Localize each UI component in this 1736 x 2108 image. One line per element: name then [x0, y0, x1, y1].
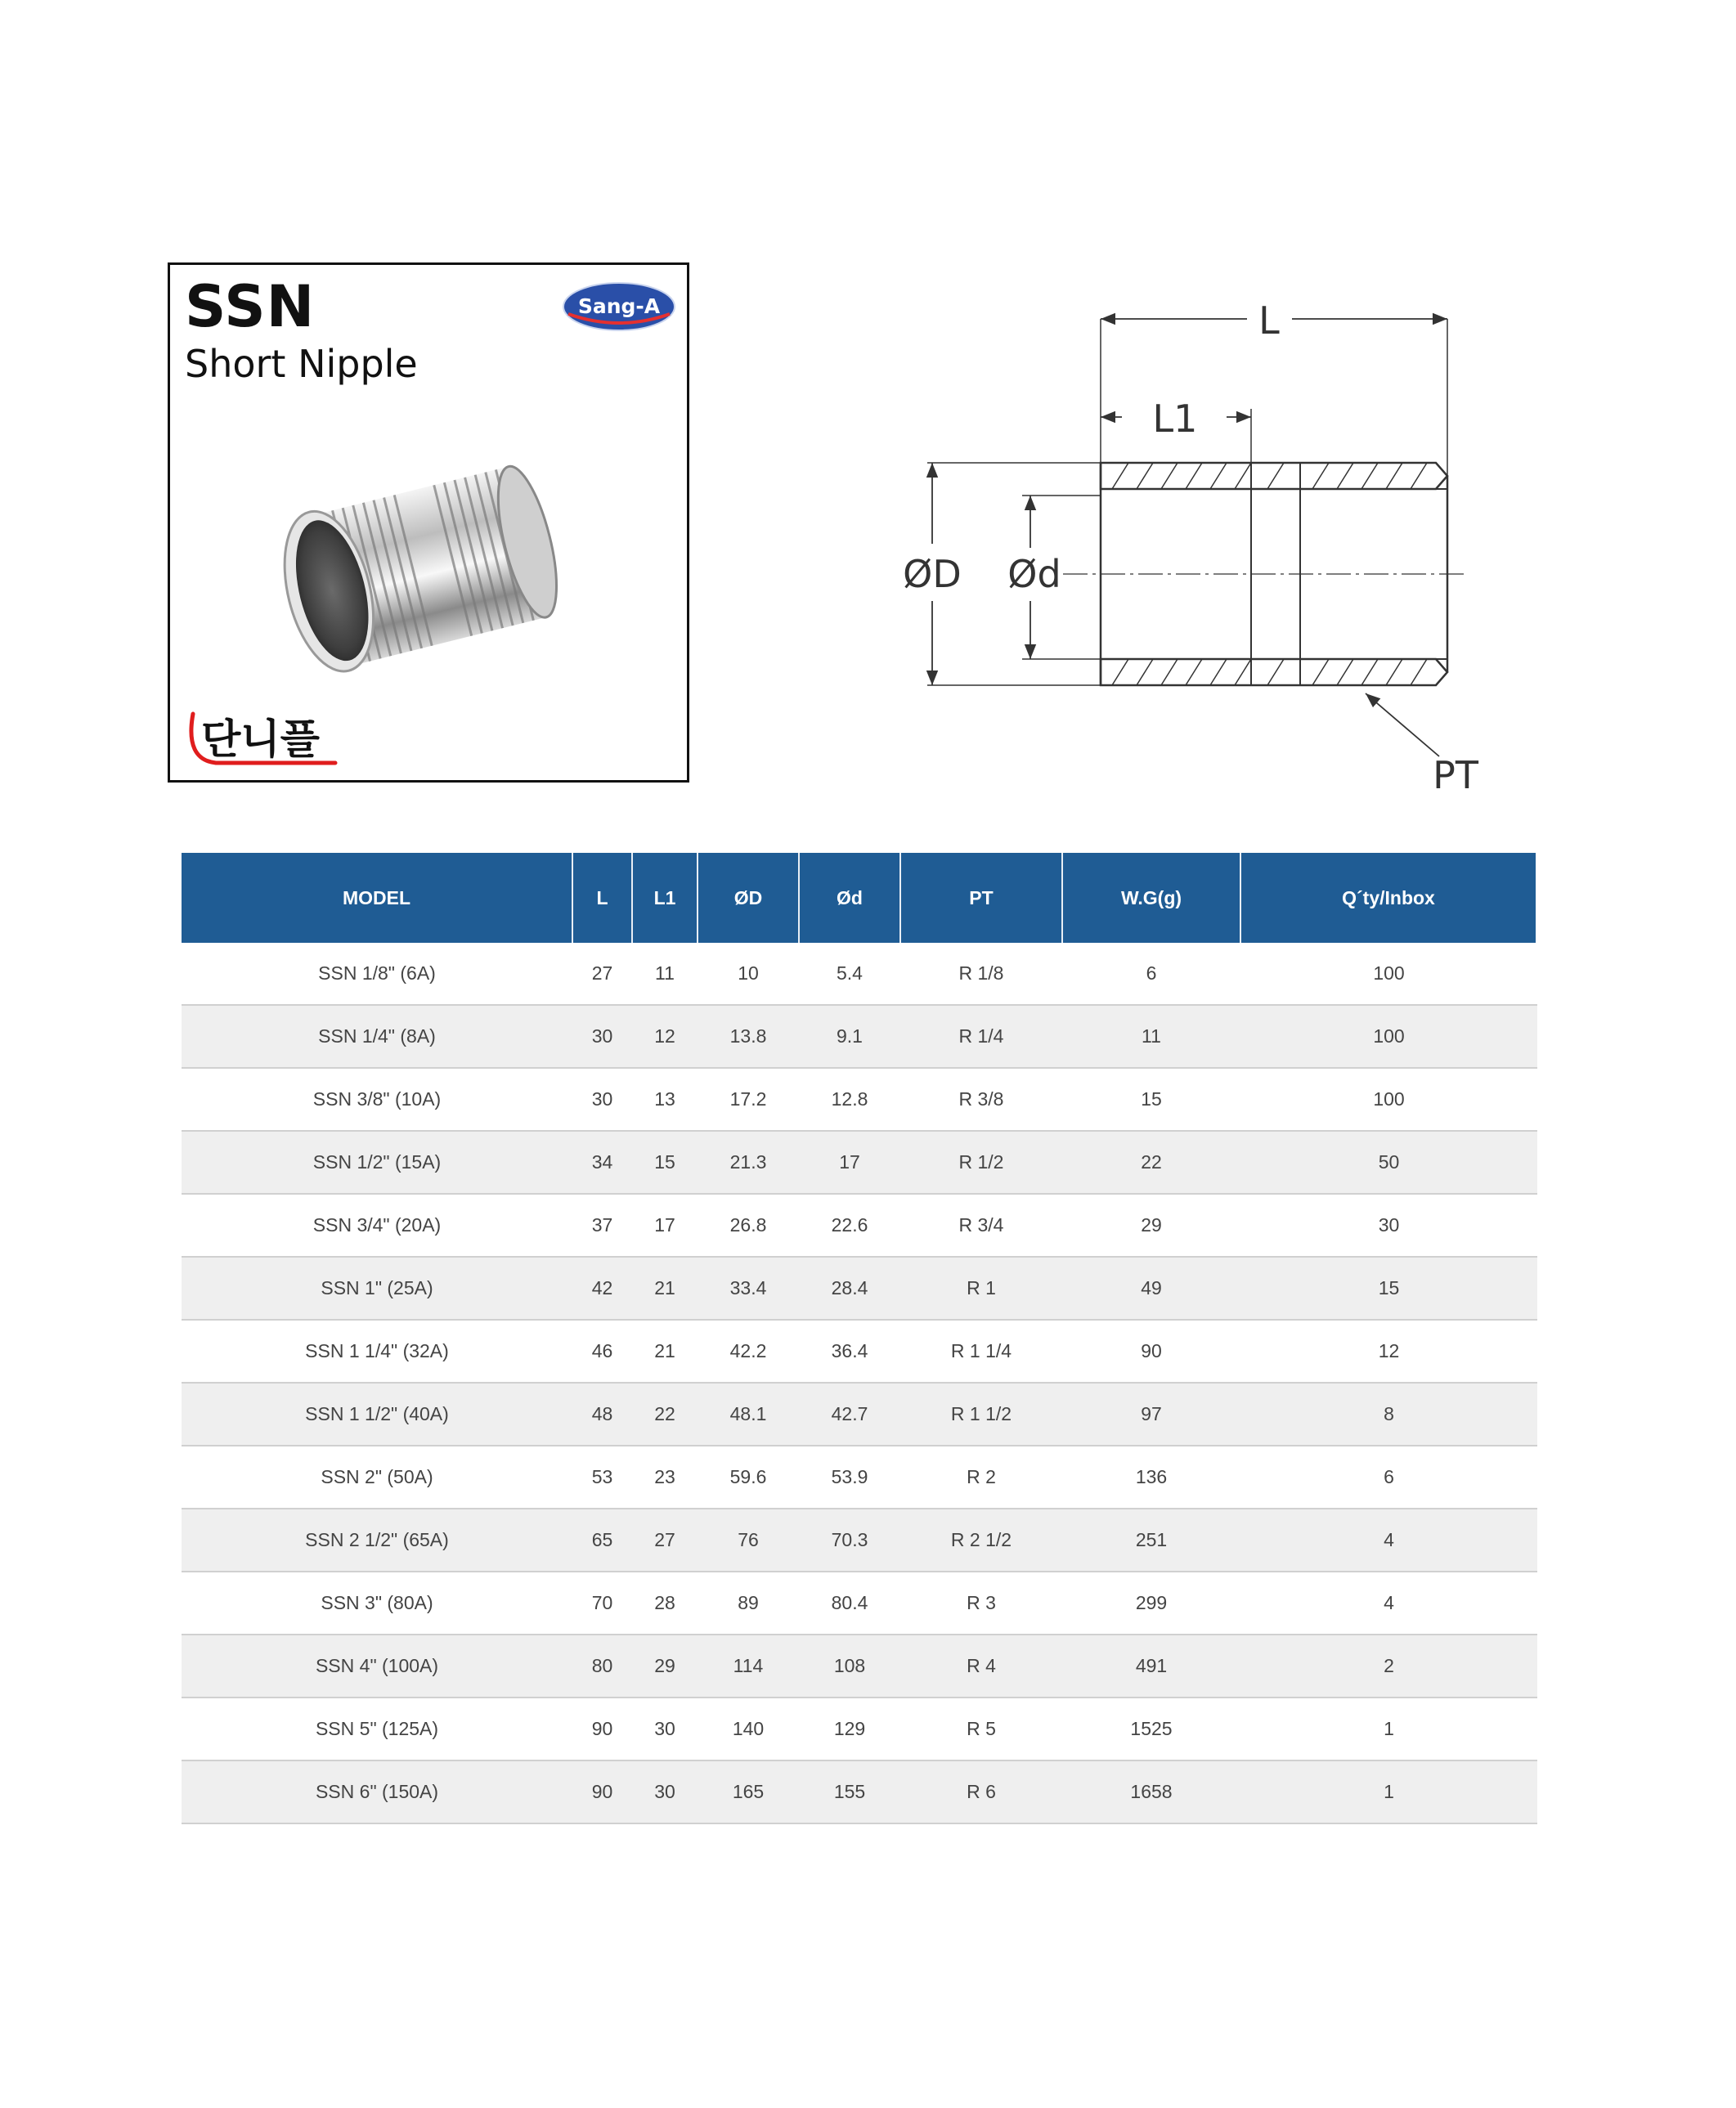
table-cell: 13: [632, 1068, 698, 1131]
table-cell: 27: [572, 943, 632, 1005]
table-cell: R 2: [900, 1446, 1062, 1509]
table-cell: 53.9: [799, 1446, 900, 1509]
table-cell: 140: [698, 1698, 799, 1760]
table-cell: 34: [572, 1131, 632, 1194]
table-cell: 90: [1062, 1320, 1240, 1383]
table-cell: 22: [1062, 1131, 1240, 1194]
column-header: Q´ty/Inbox: [1240, 853, 1537, 943]
table-cell: SSN 2" (50A): [182, 1446, 572, 1509]
product-name: Short Nipple: [185, 342, 418, 386]
table-cell: 49: [1062, 1257, 1240, 1320]
table-cell: 10: [698, 943, 799, 1005]
table-cell: SSN 3" (80A): [182, 1572, 572, 1635]
table-cell: 30: [1240, 1194, 1537, 1257]
dimension-diagram: [883, 278, 1488, 801]
table-cell: 28: [632, 1572, 698, 1635]
logo-text: Sang-A: [577, 294, 661, 318]
table-cell: 97: [1062, 1383, 1240, 1446]
table-row: [182, 1194, 1537, 1257]
table-cell: R 3/4: [900, 1194, 1062, 1257]
table-row: [182, 1320, 1537, 1383]
table-cell: R 1/8: [900, 943, 1062, 1005]
table-cell: 17.2: [698, 1068, 799, 1131]
table-cell: R 5: [900, 1698, 1062, 1760]
table-cell: 491: [1062, 1635, 1240, 1698]
table-cell: SSN 1/8" (6A): [182, 943, 572, 1005]
table-cell: SSN 3/8" (10A): [182, 1068, 572, 1131]
product-korean-name: 단니플: [201, 715, 320, 763]
table-cell: SSN 1/4" (8A): [182, 1005, 572, 1068]
table-cell: 1: [1240, 1698, 1537, 1760]
table-cell: SSN 1 1/2" (40A): [182, 1383, 572, 1446]
table-cell: 6: [1240, 1446, 1537, 1509]
table-row: [182, 1509, 1537, 1572]
table-row: [182, 1131, 1537, 1194]
table-cell: 6: [1062, 943, 1240, 1005]
table-cell: 155: [799, 1760, 900, 1823]
table-row: [182, 1068, 1537, 1131]
table-cell: 30: [572, 1068, 632, 1131]
table-cell: 17: [632, 1194, 698, 1257]
table-cell: 21: [632, 1257, 698, 1320]
column-header: W.G(g): [1062, 853, 1240, 943]
table-cell: 5.4: [799, 943, 900, 1005]
table-cell: 17: [799, 1131, 900, 1194]
table-cell: 80.4: [799, 1572, 900, 1635]
table-cell: 21.3: [698, 1131, 799, 1194]
table-cell: 30: [632, 1760, 698, 1823]
table-row: [182, 1572, 1537, 1635]
table-cell: 100: [1240, 943, 1537, 1005]
table-row: [182, 1383, 1537, 1446]
table-cell: SSN 6" (150A): [182, 1760, 572, 1823]
table-cell: 33.4: [698, 1257, 799, 1320]
table-row: [182, 1257, 1537, 1320]
table-cell: 11: [1062, 1005, 1240, 1068]
table-cell: 42.7: [799, 1383, 900, 1446]
table-cell: 165: [698, 1760, 799, 1823]
table-cell: SSN 1/2" (15A): [182, 1131, 572, 1194]
table-cell: 15: [1240, 1257, 1537, 1320]
table-cell: 23: [632, 1446, 698, 1509]
column-header: MODEL: [182, 853, 572, 943]
table-cell: 21: [632, 1320, 698, 1383]
table-cell: 299: [1062, 1572, 1240, 1635]
table-cell: 29: [1062, 1194, 1240, 1257]
table-cell: 136: [1062, 1446, 1240, 1509]
table-cell: 9.1: [799, 1005, 900, 1068]
table-cell: 100: [1240, 1068, 1537, 1131]
table-cell: 4: [1240, 1572, 1537, 1635]
table-cell: 12: [1240, 1320, 1537, 1383]
table-cell: 1: [1240, 1760, 1537, 1823]
table-cell: 59.6: [698, 1446, 799, 1509]
table-header-row: [182, 853, 1537, 943]
table-cell: 11: [632, 943, 698, 1005]
table-cell: 15: [632, 1131, 698, 1194]
dim-label-L: L: [1258, 298, 1280, 343]
table-cell: R 1: [900, 1257, 1062, 1320]
table-cell: 30: [572, 1005, 632, 1068]
table-cell: 13.8: [698, 1005, 799, 1068]
table-cell: 1658: [1062, 1760, 1240, 1823]
table-cell: 48: [572, 1383, 632, 1446]
table-cell: 42.2: [698, 1320, 799, 1383]
table-cell: SSN 1 1/4" (32A): [182, 1320, 572, 1383]
table-cell: 114: [698, 1635, 799, 1698]
table-cell: 100: [1240, 1005, 1537, 1068]
table-cell: 48.1: [698, 1383, 799, 1446]
dim-label-PT: PT: [1433, 753, 1478, 797]
table-cell: 90: [572, 1698, 632, 1760]
table-cell: 27: [632, 1509, 698, 1572]
table-cell: SSN 2 1/2" (65A): [182, 1509, 572, 1572]
table-cell: SSN 1" (25A): [182, 1257, 572, 1320]
spec-table: [182, 853, 1539, 1824]
table-cell: 8: [1240, 1383, 1537, 1446]
table-cell: 80: [572, 1635, 632, 1698]
dim-label-OD: ØD: [903, 552, 962, 596]
table-cell: 50: [1240, 1131, 1537, 1194]
table-cell: 129: [799, 1698, 900, 1760]
table-cell: 53: [572, 1446, 632, 1509]
table-cell: 22: [632, 1383, 698, 1446]
column-header: L1: [632, 853, 698, 943]
table-cell: R 4: [900, 1635, 1062, 1698]
table-cell: SSN 4" (100A): [182, 1635, 572, 1698]
table-cell: 4: [1240, 1509, 1537, 1572]
table-cell: 26.8: [698, 1194, 799, 1257]
table-cell: 15: [1062, 1068, 1240, 1131]
dim-label-ID: Ød: [1007, 552, 1061, 596]
table-cell: 70.3: [799, 1509, 900, 1572]
table-cell: 12.8: [799, 1068, 900, 1131]
table-body: [182, 943, 1537, 1823]
column-header: ØD: [698, 853, 799, 943]
product-card: [168, 262, 689, 783]
table-cell: 28.4: [799, 1257, 900, 1320]
table-cell: 30: [632, 1698, 698, 1760]
table-cell: R 1 1/4: [900, 1320, 1062, 1383]
table-cell: 36.4: [799, 1320, 900, 1383]
table-cell: 70: [572, 1572, 632, 1635]
table-cell: 12: [632, 1005, 698, 1068]
table-cell: 89: [698, 1572, 799, 1635]
table-cell: 90: [572, 1760, 632, 1823]
table-cell: SSN 3/4" (20A): [182, 1194, 572, 1257]
table-cell: 29: [632, 1635, 698, 1698]
table-cell: 22.6: [799, 1194, 900, 1257]
product-code: SSN: [185, 273, 316, 340]
table-cell: 108: [799, 1635, 900, 1698]
table-cell: R 2 1/2: [900, 1509, 1062, 1572]
table-cell: R 3/8: [900, 1068, 1062, 1131]
table-cell: R 3: [900, 1572, 1062, 1635]
table-cell: 42: [572, 1257, 632, 1320]
table-cell: 2: [1240, 1635, 1537, 1698]
table-cell: SSN 5" (125A): [182, 1698, 572, 1760]
table-row: [182, 1446, 1537, 1509]
table-cell: R 6: [900, 1760, 1062, 1823]
product-photo: [262, 433, 589, 711]
table-cell: R 1/2: [900, 1131, 1062, 1194]
column-header: L: [572, 853, 632, 943]
table-cell: 46: [572, 1320, 632, 1383]
table-cell: 76: [698, 1509, 799, 1572]
table-cell: 251: [1062, 1509, 1240, 1572]
table-row: [182, 943, 1537, 1005]
sang-a-logo: [562, 281, 676, 332]
table-cell: 37: [572, 1194, 632, 1257]
column-header: PT: [900, 853, 1062, 943]
table-row: [182, 1635, 1537, 1698]
table-cell: R 1/4: [900, 1005, 1062, 1068]
table-row: [182, 1760, 1537, 1823]
dim-label-L1: L1: [1152, 397, 1198, 441]
table-row: [182, 1005, 1537, 1068]
table-row: [182, 1698, 1537, 1760]
table-cell: R 1 1/2: [900, 1383, 1062, 1446]
column-header: Ød: [799, 853, 900, 943]
table-cell: 1525: [1062, 1698, 1240, 1760]
table-cell: 65: [572, 1509, 632, 1572]
